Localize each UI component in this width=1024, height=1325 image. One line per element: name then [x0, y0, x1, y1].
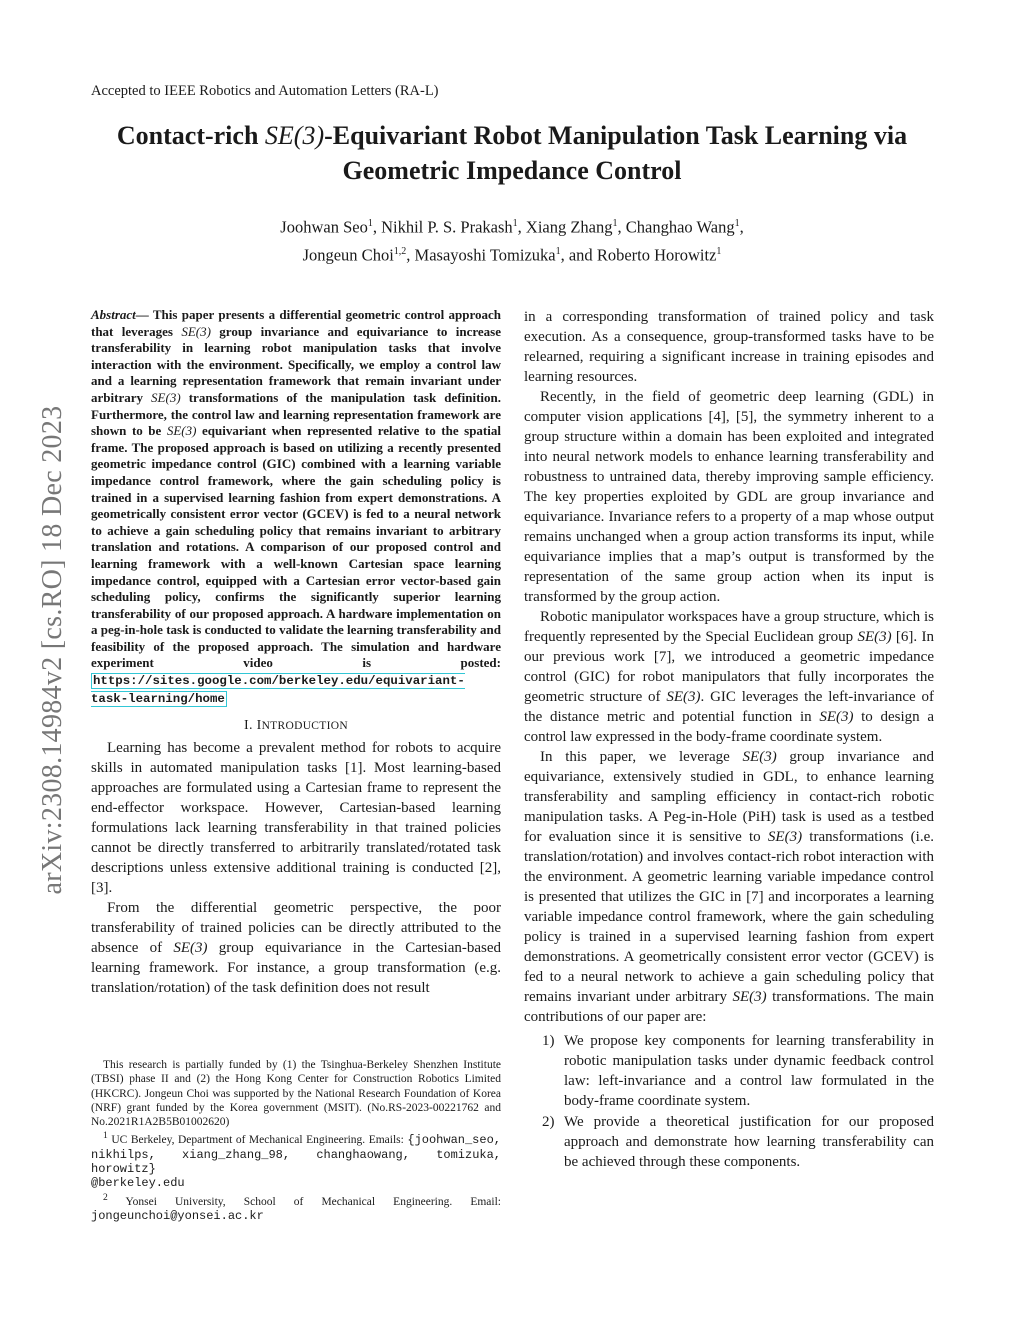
contribution-list: [524, 1031, 934, 1172]
abstract: [91, 307, 501, 707]
project-video-link[interactable]: https://sites.google.com/berkeley.edu/equivariant-task-learning/home: [91, 674, 465, 706]
abstract-text-1: This paper presents a differential geometric control approach that leverages: [91, 307, 502, 339]
intro-paragraph-2: [91, 898, 501, 998]
author-name: Xiang Zhang: [525, 217, 613, 237]
right-p2-text-c: . GIC leverages the left-invariance of the distance metric and potential function in: [524, 689, 934, 725]
section-rest: NTRODUCTION: [261, 720, 348, 733]
intro-paragraph-1: Learning has become a prevalent method for robots to acquire skills in automated manipulation tasks [1]. Most learning-based approaches are formulated using a Cartesian frame to represent the end-effector workspace. However, Cartesian-based learning formulations lack learning transferability in that trained policies cannot be directly transferred to arbitrarily translated/rotated task descriptions unless extensive additional training is conducted [2], [3].: [91, 740, 501, 897]
intro-p2-text-b: group equivariance in the Cartesian-based learning framework. For instance, a group transformation (e.g. translation/rotation) of the task definition does not result: [91, 940, 501, 997]
right-column: [524, 307, 934, 1173]
author-affiliation-mark: 1: [734, 218, 740, 229]
footnote-1-domain: @berkeley.edu: [91, 1176, 185, 1191]
footnote-2: [91, 1191, 501, 1223]
intro-p2-text-a: From the differential geometric perspective, the poor transferability of trained policies can be directly attributed to the absence of: [91, 900, 501, 957]
right-paragraph-0: in a corresponding transformation of trained policy and task execution. As a consequence, group-transformed tasks have to be relearned, requiring a significant increase in training episodes and learning resources.: [524, 309, 934, 385]
intro-p2-math: SE(3): [173, 940, 208, 957]
author-separator: ,: [617, 217, 626, 237]
footnotes: [91, 1058, 501, 1223]
footnote-2-mark: 2: [103, 1191, 108, 1203]
right-p3-text-d: transformations. The main contributions of our paper are:: [524, 989, 934, 1025]
abstract-dash: —: [135, 307, 153, 322]
venue-line: Accepted to IEEE Robotics and Automation Letters (RA-L): [91, 83, 439, 99]
author-line-2: [60, 240, 964, 268]
title-math: SE(3): [264, 121, 325, 150]
footnote-1-text: UC Berkeley, Department of Mechanical Engineering. Emails:: [107, 1134, 408, 1147]
author-affiliation-mark: 1: [367, 218, 373, 229]
author-name: Roberto Horowitz: [596, 245, 717, 264]
footnote-2-email[interactable]: jongeunchoi@yonsei.ac.kr: [91, 1208, 264, 1223]
author-affiliation-mark: 1,2: [393, 245, 407, 257]
author-line-1: [60, 212, 964, 240]
author-name: Changhao Wang: [625, 217, 735, 237]
right-paragraph-3: [524, 747, 934, 1027]
title-suffix: -Equivariant Robot Manipulation Task Learning via: [324, 121, 908, 150]
abstract-math-1: SE(3): [181, 323, 211, 339]
right-paragraph-2: [524, 607, 934, 747]
funding-footnote: This research is partially funded by (1) the Tsinghua-Berkeley Shenzhen Institute (TBSI) phase II and (2) the Hong Kong Center for Construction Robotics Limited (HKCRC). Jongeun Choi was supported by the National Research Foundation of Korea (NRF) grant funded by the Korea government (MSIT). (No.RS-2023-00221762 and No.2021R1A2B5B01002620): [91, 1059, 501, 1129]
author-separator: ,: [372, 217, 382, 237]
author-name: Nikhil P. S. Prakash: [381, 217, 513, 237]
title-line2: Geometric Impedance Control: [342, 156, 682, 185]
author-separator: ,: [517, 217, 526, 237]
right-p3-text-c: transformations (i.e. translation/rotation) and involves contact-rich robot interaction with the environment. A geometric learning variable impedance control is presented that utilizes the GIC in [7] and incorporates a learning variable impedance control framework, where the gain scheduling policy is trained in a supervised learning fashion from expert demonstrations. A geometrically consistent error vector (GCEV) is fed to a neural network to achieve a gain scheduling policy that remains invariant under arbitrary: [524, 829, 934, 1005]
right-p3-math-1: SE(3): [742, 749, 777, 765]
right-paragraph-1: Recently, in the field of geometric deep learning (GDL) in computer vision applications [4], [5], the symmetry inherent to a group structure within a domain has been exploited and integrated into neural network models to enhance learning transferability and robustness to untrained data, thereby improving sample efficiency. The key properties exploited by GDL are group invariance and equivariance. Invariance refers to a property of a map whose output remains unchanged when a group action transforms its input, while equivariance implies that a map’s output is transformed by the representation of the same group action when its input is transformed by the group action.: [524, 389, 934, 605]
abstract-text-4: equivariant when represented relative to the spatial frame. The proposed approach is based on utilizing a recently presented geometric impedance control (GIC) combined with a learning variable impedance control framework, where the gain scheduling policy is trained in a supervised learning fashion from expert demonstrations. A geometrically consistent error vector (GCEV) is fed to a neural network to achieve a gain scheduling policy that remains invariant to arbitrary translation and rotations. A comparison of our proposed control and learning framework with a well-known Cartesian space learning impedance control, equipped with a Cartesian error vector-based gain scheduling policy, confirms the significantly superior learning transferability of our proposed approach. A hardware implementation on a peg-in-hole task is conducted to validate the learning transferability and feasibility of the proposed approach. The simulation and hardware experiment video is posted:: [91, 423, 501, 671]
abstract-text-3: transformations of the manipulation task definition. Furthermore, the control law and learning representation framework are shown to be: [91, 389, 501, 439]
author-name: Masayoshi Tomizuka: [414, 245, 556, 264]
abstract-text-2: group invariance and equivariance to increase transferability in learning robot manipulation tasks that involve interaction with the environment. Specifically, we employ a control law and a learning representation framework that remain invariant under arbitrary: [91, 323, 501, 405]
right-p3-text-a: In this paper, we leverage: [540, 749, 743, 765]
author-separator: ,: [739, 217, 744, 237]
section-first-letter: I: [256, 718, 262, 734]
right-p2-text-a: Robotic manipulator workspaces have a group structure, which is frequently represented by the Special Euclidean group: [524, 609, 934, 645]
contribution-text: We provide a theoretical justification for our proposed approach and demonstrate how learning transferability can be achieved through these components.: [564, 1114, 934, 1170]
author-separator: , and: [560, 245, 597, 264]
contribution-text: We propose key components for learning transferability in robotic manipulation tasks under dynamic feedback control law: left-invariance and a control law formulated in the body-frame coordinate system.: [564, 1033, 934, 1109]
contribution-number: 1): [542, 1033, 555, 1049]
right-p2-text-d: to design a control law expressed in the body-frame coordinate system.: [524, 709, 934, 745]
abstract-math-3: SE(3): [166, 423, 197, 439]
author-list: [60, 212, 964, 267]
section-heading-introduction: [91, 718, 501, 734]
author-name: Joohwan Seo: [280, 217, 368, 237]
author-affiliation-mark: 1: [512, 218, 518, 229]
section-numeral: I.: [244, 718, 257, 734]
abstract-label: Abstract: [91, 307, 136, 322]
right-p2-math-1: SE(3): [857, 629, 892, 645]
paper-title: [60, 118, 964, 188]
arxiv-identifier: arXiv:2308.14984v2 [cs.RO] 18 Dec 2023: [37, 405, 68, 895]
contribution-number: 2): [542, 1114, 555, 1130]
contribution-item: [524, 1031, 934, 1111]
right-p2-math-2: SE(3): [666, 689, 701, 705]
author-affiliation-mark: 1: [555, 245, 561, 257]
author-affiliation-mark: 1: [716, 245, 722, 257]
right-p2-text-b: [6]. In our previous work [7], we introduced a geometric impedance control (GIC) for robot manipulators that fully incorporates the geometric structure of: [524, 629, 934, 705]
right-p3-math-2: SE(3): [767, 829, 803, 845]
right-p3-text-b: group invariance and equivariance, extensively studied in GDL, to enhance learning transferability and sampling efficiency in contact-rich robotic manipulation tasks. A Peg-in-Hole (PiH) task is used as a testbed for evaluation since it is sensitive to: [524, 749, 934, 845]
left-column: [91, 307, 501, 998]
abstract-math-2: SE(3): [151, 389, 181, 405]
author-affiliation-mark: 1: [612, 218, 618, 229]
author-separator: ,: [406, 245, 415, 264]
footnote-2-text: Yonsei University, School of Mechanical Engineering. Email:: [107, 1195, 501, 1208]
title-prefix: Contact-rich: [116, 121, 265, 150]
footnote-1-emails[interactable]: {joohwan_seo, nikhilps, xiang_zhang_98, changhaowang, tomizuka, horowitz}: [91, 1133, 501, 1176]
contribution-item: [524, 1112, 934, 1172]
footnote-1-mark: 1: [103, 1130, 108, 1142]
right-p3-math-3: SE(3): [732, 989, 767, 1005]
author-name: Jongeun Choi: [302, 245, 394, 264]
footnote-1: [91, 1129, 501, 1190]
right-p2-math-3: SE(3): [819, 709, 854, 725]
